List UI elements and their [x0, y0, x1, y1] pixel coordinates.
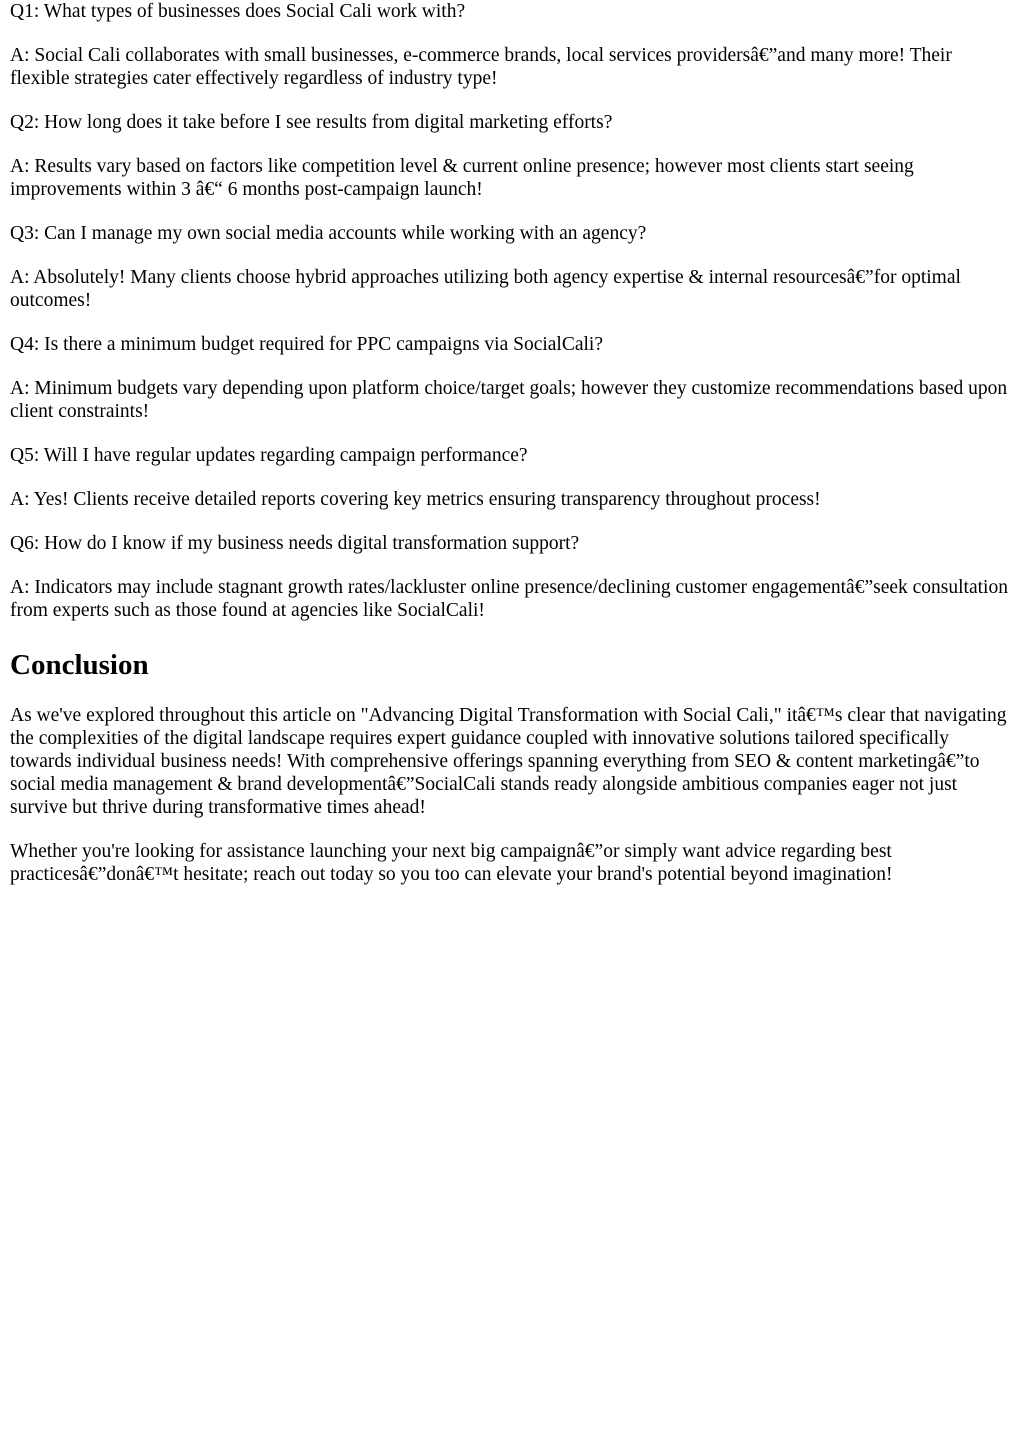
faq-answer-1: A: Social Cali collaborates with small businesses, e-commerce brands, local services providersâ€”and many more! Their flexible strategies cater effectively regardless of industry type!	[10, 45, 952, 89]
faq-question-1: Q1: What types of businesses does Social Cali work with?	[10, 1, 466, 22]
faq-question-3: Q3: Can I manage my own social media accounts while working with an agency?	[10, 223, 647, 244]
faq-answer-4: A: Minimum budgets vary depending upon platform choice/target goals; however they customize recommendations based upon client constraints!	[10, 378, 1008, 422]
article-body	[10, 0, 1012, 886]
conclusion-paragraph-1: As we've explored throughout this article on "Advancing Digital Transformation with Social Cali," itâ€™s clear that navigating the complexities of the digital landscape requires expert guidance coupled with innovative solutions tailored specifically towards individual business needs! With comprehensive offerings spanning everything from SEO & content marketingâ€”to social media management & brand developmentâ€”SocialCali stands ready alongside ambitious companies eager not just survive but thrive during transformative times ahead!	[10, 705, 1007, 818]
faq-answer-2: A: Results vary based on factors like competition level & current online presence; however most clients start seeing improvements within 3 â€“ 6 months post-campaign launch!	[10, 156, 914, 200]
faq-question-4: Q4: Is there a minimum budget required for PPC campaigns via SocialCali?	[10, 334, 603, 355]
faq-question-5: Q5: Will I have regular updates regarding campaign performance?	[10, 445, 528, 466]
faq-answer-5: A: Yes! Clients receive detailed reports covering key metrics ensuring transparency throughout process!	[10, 489, 821, 510]
conclusion-heading: Conclusion	[10, 649, 149, 681]
conclusion-paragraph-2: Whether you're looking for assistance launching your next big campaignâ€”or simply want advice regarding best practicesâ€”donâ€™t hesitate; reach out today so you too can elevate your brand's potential beyond imagination!	[10, 841, 893, 885]
faq-answer-3: A: Absolutely! Many clients choose hybrid approaches utilizing both agency expertise & internal resourcesâ€”for optimal outcomes!	[10, 267, 961, 311]
faq-question-6: Q6: How do I know if my business needs digital transformation support?	[10, 533, 580, 554]
faq-question-2: Q2: How long does it take before I see results from digital marketing efforts?	[10, 112, 613, 133]
faq-answer-6: A: Indicators may include stagnant growth rates/lackluster online presence/declining customer engagementâ€”seek consultation from experts such as those found at agencies like SocialCali!	[10, 577, 1008, 621]
